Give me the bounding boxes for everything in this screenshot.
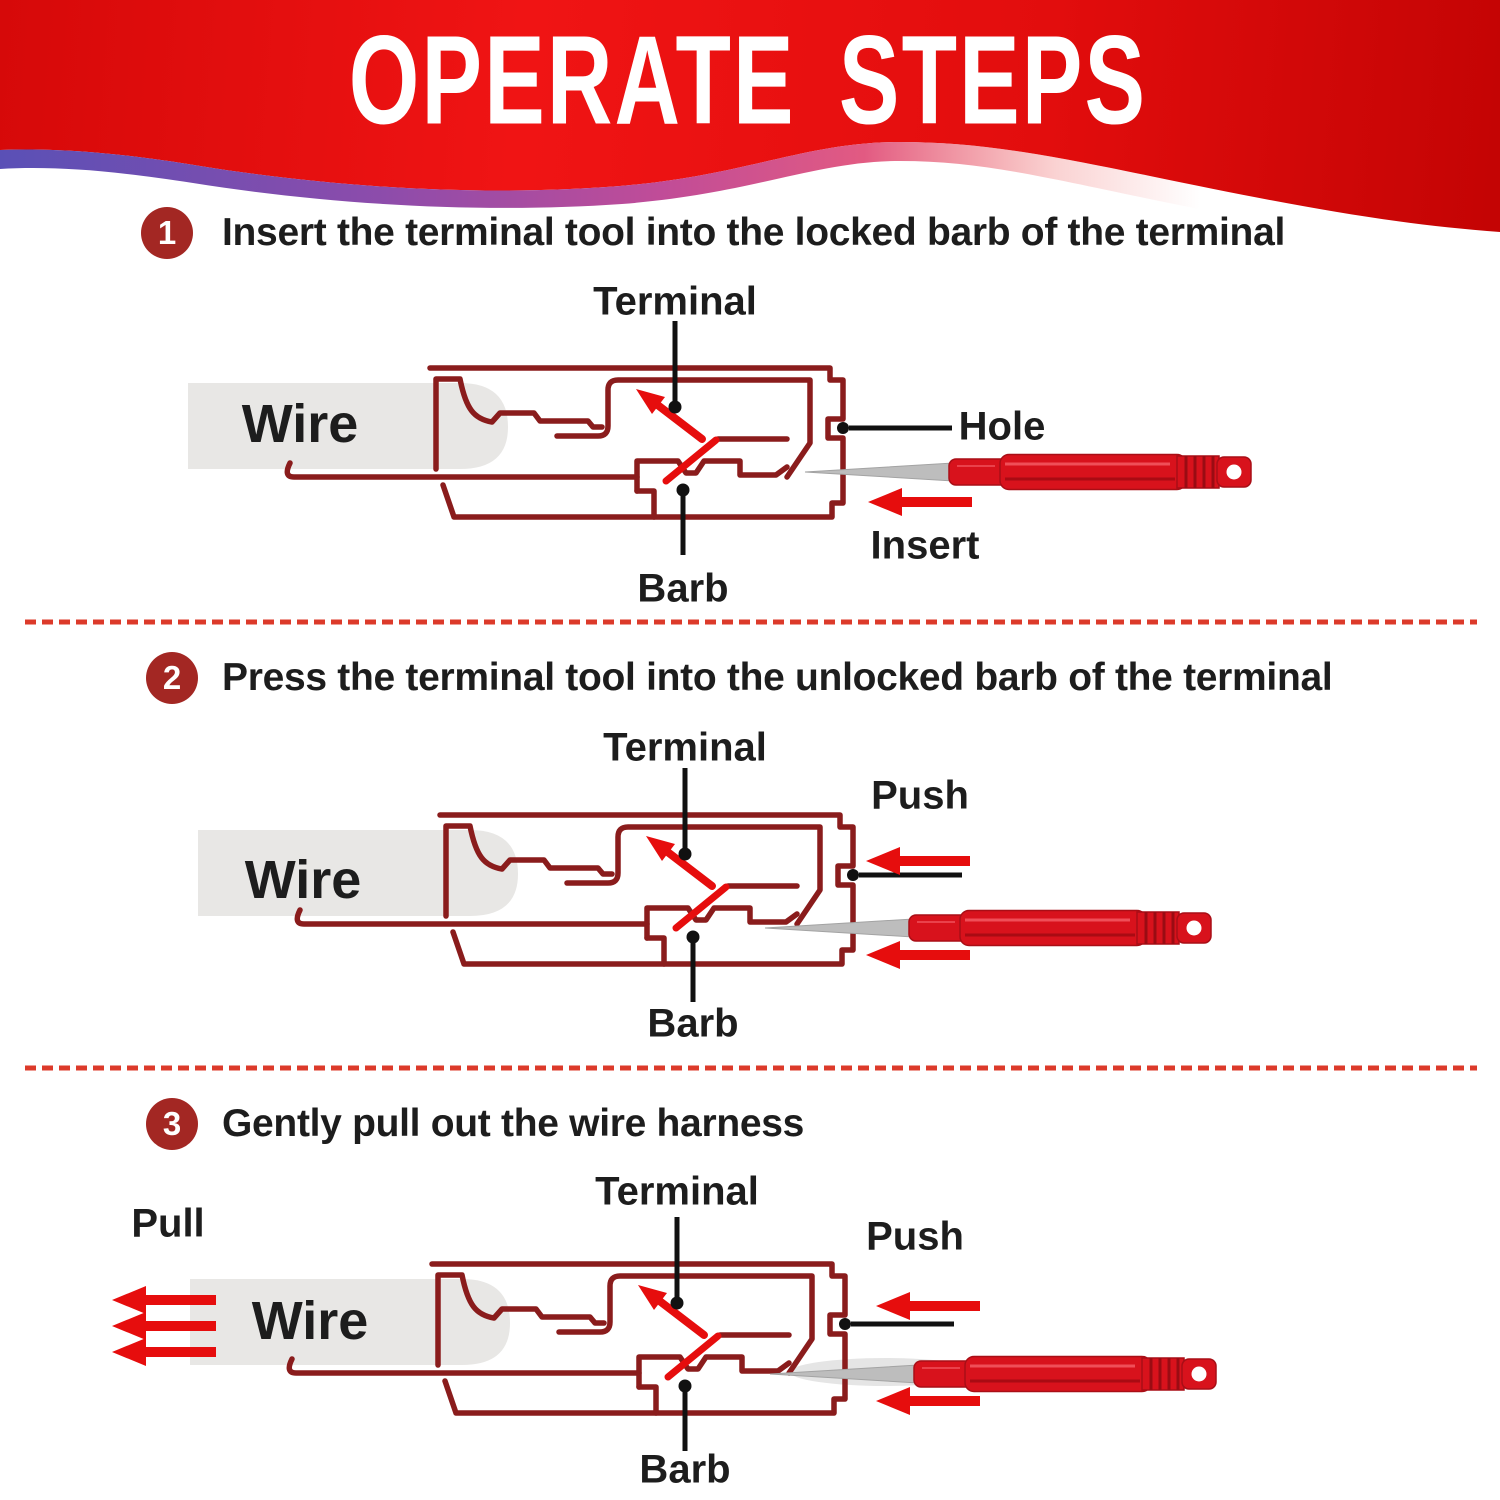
page-title: OPERATE STEPS — [348, 9, 1148, 151]
label-terminal-step1: Terminal — [593, 279, 757, 324]
label-barb-step1: Barb — [637, 566, 729, 611]
label-barb-step2: Barb — [647, 1001, 739, 1046]
label-push-step3: Push — [866, 1214, 964, 1259]
insert-arrow-step1 — [868, 488, 972, 516]
label-wire-step2: Wire — [244, 850, 362, 910]
push-arrow-bottom-step2 — [866, 941, 970, 969]
step2-number: 2 — [162, 659, 182, 696]
push-arrow-top-step3 — [876, 1292, 980, 1320]
step3-number: 3 — [162, 1105, 182, 1142]
label-terminal-step2: Terminal — [603, 725, 767, 770]
label-wire-step3: Wire — [251, 1291, 369, 1351]
step1-number-badge — [141, 207, 193, 259]
step1-number: 1 — [157, 214, 177, 251]
step2-number-badge — [146, 652, 198, 704]
terminal-tool-step2 — [765, 911, 1211, 946]
label-push-step2: Push — [871, 773, 969, 818]
step3-number-badge — [146, 1098, 198, 1150]
label-wire-step1: Wire — [241, 394, 359, 454]
label-barb-step3: Barb — [639, 1447, 731, 1492]
terminal-tool-step1 — [805, 455, 1251, 490]
push-arrow-bottom-step3 — [876, 1387, 980, 1415]
push-arrow-top-step2 — [866, 847, 970, 875]
step1-heading: Insert the terminal tool into the locked barb of the terminal — [222, 211, 1285, 254]
step2-heading: Press the terminal tool into the unlocked barb of the terminal — [222, 656, 1333, 699]
label-insert-step1: Insert — [870, 523, 980, 568]
label-pull-step3: Pull — [131, 1201, 205, 1246]
label-terminal-step3: Terminal — [595, 1169, 759, 1214]
step3-heading: Gently pull out the wire harness — [222, 1102, 805, 1145]
label-hole-step1: Hole — [958, 404, 1046, 449]
